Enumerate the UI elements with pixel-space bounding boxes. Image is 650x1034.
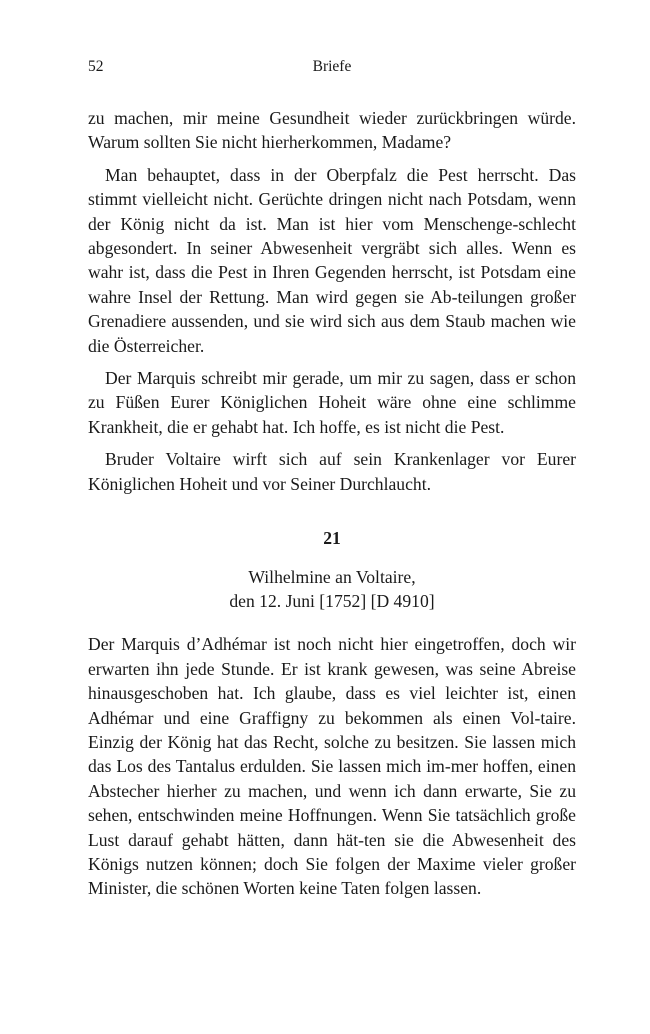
page-number: 52 xyxy=(88,58,104,75)
section-title: Briefe xyxy=(312,58,352,75)
letter-heading xyxy=(88,526,576,613)
previous-letter-text xyxy=(88,106,576,496)
paragraph: Der Marquis d’Adhémar ist noch nicht hier eingetroffen, doch wir erwarten ihn jede Stunde. Er ist krank gewesen, was seine Abreise hinausgeschoben hat. Ich glaube, dass es viel leichter ist, einen Adhémar und eine Graffigny zu bekommen als einen Vol-taire. Einzig der König hat das Recht, solche zu besitzen. Sie lassen mich das Los des Tantalus erdulden. Sie lassen mich im-mer hoffen, einen Abstecher hierher zu machen, und wenn ich dann erwarte, Sie zu sehen, entschwinden meine Hoffnungen. Wenn Sie tatsächlich große Lust darauf gehabt hätten, dann hät-ten sie die Abwesenheit des Königs nutzen können; doch Sie folgen der Maxime vieler großer Minister, die schönen Worten keine Taten folgen lassen. xyxy=(88,634,576,899)
letter-number: 21 xyxy=(323,528,341,549)
paragraph: Der Marquis schreibt mir gerade, um mir zu sagen, dass er schon zu Füßen Eurer Königlichen Hoheit wäre ohne eine schlimme Krankheit, die er gehabt hat. Ich hoffe, es ist nicht die Pest. xyxy=(88,368,576,437)
running-header xyxy=(88,58,576,84)
letter-heading-line2: den 12. Juni [1752] [D 4910] xyxy=(229,590,435,611)
letter-body xyxy=(88,632,576,900)
paragraph: Man behauptet, dass in der Oberpfalz die Pest herrscht. Das stimmt vielleicht nicht. Gerüchte dringen nicht nach Potsdam, wenn der König nicht da ist. Man ist hier vom Menschenge-schlecht abgesondert. In seiner Abwesenheit vergräbt sich alles. Wenn es wahr ist, dass die Pest in Ihren Gegenden herrscht, ist Potsdam eine wahre Insel der Rettung. Man wird gegen sie Ab-teilungen großer Grenadiere aussenden, und sie wird sich aus dem Staub machen wie die Österreicher. xyxy=(88,164,576,356)
letter-heading-line1: Wilhelmine an Voltaire, xyxy=(248,566,416,587)
book-page xyxy=(88,58,576,909)
paragraph: zu machen, mir meine Gesundheit wieder zurückbringen würde. Warum sollten Sie nicht hierherkommen, Madame? xyxy=(88,108,576,153)
paragraph: Bruder Voltaire wirft sich auf sein Krankenlager vor Eurer Königlichen Hoheit und vor Seiner Durchlaucht. xyxy=(88,449,576,494)
